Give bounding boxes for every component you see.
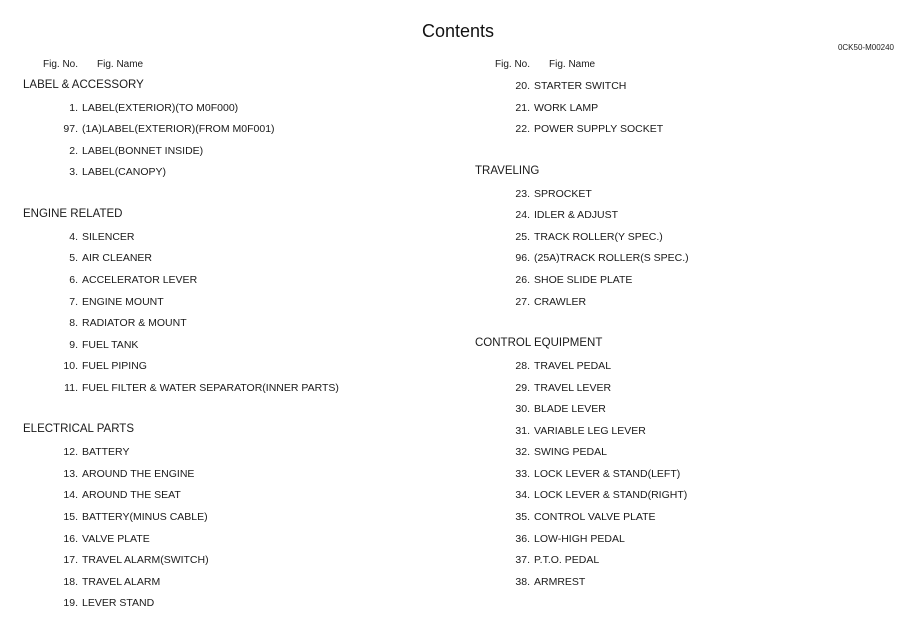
fig-number: 32. (515, 446, 530, 459)
fig-number: 34. (515, 489, 530, 502)
contents-row[interactable] (0, 122, 440, 136)
fig-name: LABEL(EXTERIOR)(TO M0F000) (82, 101, 239, 114)
contents-row[interactable] (0, 488, 440, 502)
section-heading: ENGINE RELATED (23, 207, 123, 220)
fig-number: 28. (515, 360, 530, 373)
contents-row[interactable] (452, 273, 892, 287)
fig-number: 96. (515, 252, 530, 265)
contents-row[interactable] (452, 79, 892, 93)
fig-name: VALVE PLATE (82, 532, 150, 545)
fig-number: 18. (63, 575, 78, 588)
contents-row[interactable] (452, 122, 892, 136)
contents-row[interactable] (0, 251, 440, 265)
fig-number: 35. (515, 511, 530, 523)
contents-row[interactable] (452, 402, 892, 416)
contents-row[interactable] (0, 510, 440, 524)
fig-name: ENGINE MOUNT (82, 295, 164, 308)
contents-row[interactable] (0, 295, 440, 309)
fig-name: WORK LAMP (534, 101, 599, 114)
contents-row[interactable] (452, 251, 892, 265)
fig-name: SWING PEDAL (534, 446, 607, 459)
contents-row[interactable] (0, 445, 440, 459)
fig-no-header: Fig. No. (495, 59, 531, 70)
fig-number: 9. (69, 338, 78, 351)
section-heading: LABEL & ACCESSORY (23, 78, 144, 91)
fig-name: TRAVEL ALARM (82, 575, 161, 588)
contents-row[interactable] (0, 101, 440, 115)
section-heading: TRAVELING (475, 164, 540, 177)
contents-row[interactable] (0, 532, 440, 546)
fig-number: 10. (63, 360, 78, 373)
fig-name: TRAVEL ALARM(SWITCH) (82, 554, 209, 567)
contents-row[interactable] (452, 575, 892, 589)
contents-row[interactable] (0, 381, 440, 395)
fig-name: BLADE LEVER (534, 403, 606, 416)
fig-number: 12. (63, 446, 78, 459)
contents-row[interactable] (0, 230, 440, 244)
fig-name: CRAWLER (534, 295, 587, 308)
fig-number: 3. (69, 166, 78, 179)
fig-number: 26. (515, 273, 530, 286)
fig-number: 4. (69, 230, 78, 243)
fig-number: 97. (63, 123, 78, 136)
fig-name: FUEL TANK (82, 338, 139, 351)
fig-name: TRACK ROLLER(Y SPEC.) (534, 230, 663, 243)
contents-row[interactable] (0, 553, 440, 567)
contents-row[interactable] (452, 230, 892, 244)
contents-row[interactable] (452, 553, 892, 567)
contents-row[interactable] (452, 510, 892, 524)
fig-number: 1. (69, 101, 78, 114)
fig-name: TRAVEL LEVER (534, 381, 612, 394)
fig-number: 38. (515, 575, 530, 588)
fig-number: 27. (515, 295, 530, 308)
fig-name: POWER SUPPLY SOCKET (534, 123, 664, 136)
fig-number: 17. (63, 554, 78, 567)
fig-name: (1A)LABEL(EXTERIOR)(FROM M0F001) (82, 123, 275, 136)
contents-row[interactable] (452, 424, 892, 438)
fig-number: 24. (515, 209, 530, 222)
contents-row[interactable] (452, 445, 892, 459)
fig-name: ARMREST (534, 575, 586, 588)
contents-row[interactable] (0, 575, 440, 589)
fig-number: 14. (63, 489, 78, 502)
contents-row[interactable] (452, 208, 892, 222)
page-title: Contents (421, 21, 495, 41)
fig-number: 15. (63, 511, 78, 523)
fig-name: SILENCER (82, 230, 135, 243)
fig-number: 20. (515, 80, 530, 92)
fig-no-header: Fig. No. (43, 59, 79, 70)
fig-name: AIR CLEANER (82, 252, 153, 265)
fig-name: LABEL(CANOPY) (82, 166, 167, 179)
contents-row[interactable] (452, 295, 892, 309)
fig-name: (25A)TRACK ROLLER(S SPEC.) (534, 252, 689, 265)
contents-row[interactable] (452, 359, 892, 373)
fig-name: SPROCKET (534, 187, 592, 200)
fig-number: 36. (515, 532, 530, 545)
fig-name: LOCK LEVER & STAND(RIGHT) (534, 489, 688, 502)
section-heading: CONTROL EQUIPMENT (475, 337, 603, 350)
fig-number: 2. (69, 144, 78, 157)
section-heading: ELECTRICAL PARTS (23, 423, 134, 436)
fig-name: FUEL FILTER & WATER SEPARATOR(INNER PARTS) (82, 381, 339, 394)
fig-number: 7. (69, 295, 78, 308)
fig-name: LABEL(BONNET INSIDE) (82, 144, 204, 157)
fig-number: 6. (69, 273, 78, 286)
contents-row[interactable] (0, 467, 440, 481)
fig-name: VARIABLE LEG LEVER (534, 424, 646, 437)
fig-number: 37. (515, 554, 530, 567)
contents-row[interactable] (452, 187, 892, 201)
contents-row[interactable] (0, 144, 440, 158)
fig-number: 21. (515, 101, 530, 114)
fig-number: 29. (515, 381, 530, 394)
fig-name: AROUND THE SEAT (82, 489, 181, 502)
fig-name: LOW-HIGH PEDAL (534, 532, 625, 545)
document-code: 0CK50-M00240 (837, 43, 894, 52)
fig-name: AROUND THE ENGINE (82, 467, 195, 480)
fig-number: 16. (63, 532, 78, 545)
contents-row[interactable] (452, 532, 892, 546)
fig-name-header: Fig. Name (97, 59, 144, 70)
fig-name: CONTROL VALVE PLATE (534, 511, 656, 523)
contents-row[interactable] (452, 381, 892, 395)
fig-name: STARTER SWITCH (534, 80, 627, 92)
fig-name: TRAVEL PEDAL (534, 360, 612, 373)
fig-number: 33. (515, 467, 530, 480)
contents-row[interactable] (0, 273, 440, 287)
fig-name: LOCK LEVER & STAND(LEFT) (534, 467, 681, 480)
contents-row[interactable] (0, 596, 440, 610)
fig-name: ACCELERATOR LEVER (82, 273, 198, 286)
contents-row[interactable] (452, 488, 892, 502)
fig-number: 5. (69, 252, 78, 265)
fig-number: 23. (515, 187, 530, 200)
fig-number: 19. (63, 597, 78, 610)
fig-name: BATTERY(MINUS CABLE) (82, 511, 208, 523)
fig-number: 11. (64, 381, 78, 394)
fig-name: IDLER & ADJUST (534, 209, 619, 222)
fig-number: 25. (515, 230, 530, 243)
fig-name-header: Fig. Name (549, 59, 596, 70)
fig-number: 30. (515, 403, 530, 416)
contents-row[interactable] (452, 101, 892, 115)
fig-name: P.T.O. PEDAL (534, 554, 600, 567)
fig-name: SHOE SLIDE PLATE (534, 273, 633, 286)
contents-row[interactable] (0, 316, 440, 330)
contents-row[interactable] (0, 338, 440, 352)
fig-name: RADIATOR & MOUNT (82, 317, 187, 330)
fig-number: 22. (515, 123, 530, 136)
contents-row[interactable] (0, 165, 440, 179)
fig-name: FUEL PIPING (82, 360, 147, 373)
contents-row[interactable] (452, 467, 892, 481)
fig-name: BATTERY (82, 446, 130, 459)
fig-number: 8. (69, 317, 78, 330)
fig-number: 13. (63, 467, 78, 480)
fig-name: LEVER STAND (82, 597, 155, 610)
contents-row[interactable] (0, 359, 440, 373)
fig-number: 31. (515, 424, 530, 437)
